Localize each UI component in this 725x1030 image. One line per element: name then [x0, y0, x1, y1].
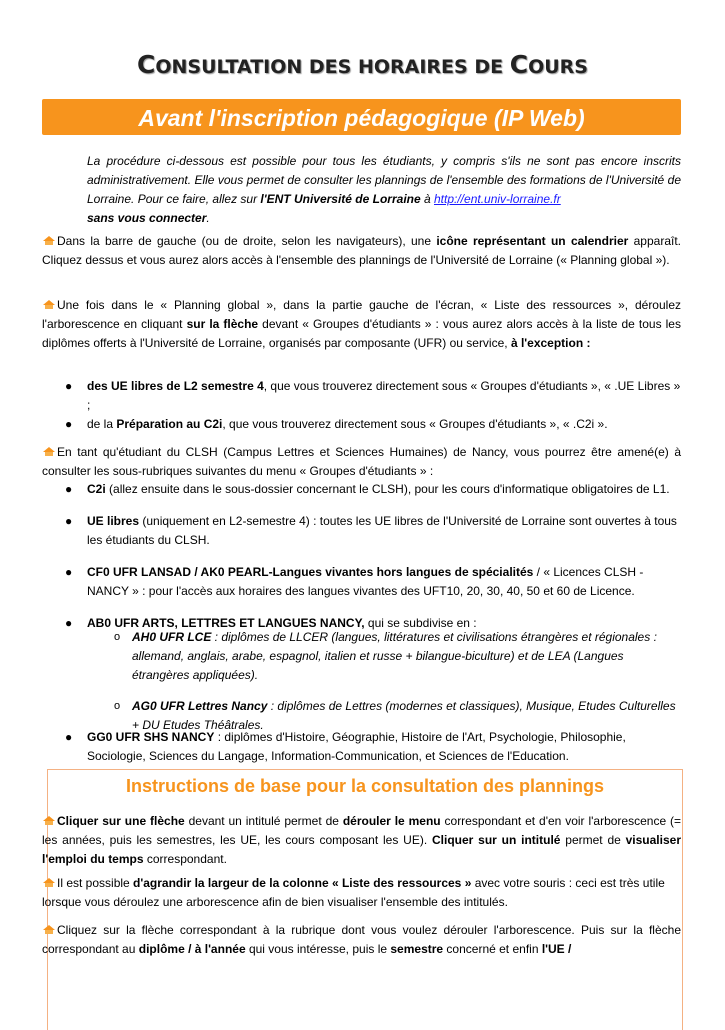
clsh-paragraph: En tant qu'étudiant du CLSH (Campus Lettres et Sciences Humaines) de Nancy, vous pourrez être amené(e) à consulter les sous-rubriques suivantes du menu « Groupes d'étudiants » : [42, 445, 681, 478]
calendar-paragraph: Dans la barre de gauche (ou de droite, selon les navigateurs), une icône représentant un calendrier apparaît. Cliquez dessus et vous aurez alors accès à l'ensemble des plannings de l'Université de Lorraine (« Planning global »). [42, 234, 681, 267]
graduation-hat-icon [42, 877, 56, 888]
intro-paragraph: La procédure ci-dessous est possible pour tous les étudiants, y compris s'ils ne sont pas encore inscrits administrativement. Elle vous permet de consulter les plannings de l'ensemble des formations de l'Université de Lorraine. Pour ce faire, allez sur l'ENT Université de Lorraine à http://ent.univ-lorraine.fr sans vous connecter. [87, 154, 681, 225]
graduation-hat-icon [42, 446, 56, 457]
list-item: ● des UE libres de L2 semestre 4, que vous trouverez directement sous « Groupes d'étudiants », « .UE Libres » ; [65, 379, 681, 412]
gg0-list [65, 728, 681, 766]
page-title: CONSULTATION DES HORAIRES DE COURS [137, 50, 588, 79]
list-item: ● GG0 UFR SHS NANCY : diplômes d'Histoire, Géographie, Histoire de l'Art, Psychologie, Philosophie, Sociologie, Sciences du Langage, Information-Communication, et Sciences de l'Education. [65, 730, 626, 763]
graduation-hat-icon [42, 299, 56, 310]
instructions-heading: Instructions de base pour la consultation des plannings [125, 776, 605, 796]
list-item: ● de la Préparation au C2i, que vous trouverez directement sous « Groupes d'étudiants », « .C2i ». [65, 417, 608, 431]
clsh-list [65, 480, 681, 633]
list-item: ● AB0 UFR ARTS, LETTRES ET LANGUES NANCY, qui se subdivise en : [65, 616, 477, 630]
exceptions-list [65, 377, 681, 434]
list-item: o AH0 UFR LCE : diplômes de LLCER (langues, littératures et civilisations étrangères et régionales : allemand, anglais, arabe, espagnol, italien et russe + bilangue-biculture) et de LEA (Langues étrangères appliquées). [114, 630, 657, 682]
subtitle-banner [42, 99, 681, 135]
list-item: o AG0 UFR Lettres Nancy : diplômes de Lettres (modernes et classiques), Musique, Etudes Culturelles + DU Etudes Théâtrales. [114, 699, 676, 732]
instruction-paragraph: Cliquer sur une flèche devant un intitulé permet de dérouler le menu correspondant et d'en voir l'arborescence (= les années, puis les semestres, les UE, les cours composant les UE). Cliquer sur un intitulé permet de visualiser l'emploi du temps correspondant. [42, 814, 682, 866]
graduation-hat-icon [42, 924, 56, 935]
banner-text: Avant l'inscription pédagogique (IP Web) [138, 105, 585, 131]
list-item: ● CF0 UFR LANSAD / AK0 PEARL-Langues vivantes hors langues de spécialités / « Licences CLSH - NANCY » : pour l'accès aux horaires des langues vivantes des UFT10, 20, 30, 40, 50 et 60 de Licence. [65, 565, 644, 598]
graduation-hat-icon [42, 235, 56, 246]
instruction-paragraph: Cliquez sur la flèche correspondant à la rubrique dont vous voulez dérouler l'arborescence. Puis sur la flèche correspondant au diplôme / à l'année qui vous intéresse, puis le semestre concerné et enfin l'UE / [42, 923, 681, 956]
planning-global-paragraph: Une fois dans le « Planning global », dans la partie gauche de l'écran, « Liste des ressources », déroulez l'arborescence en cliquant sur la flèche devant « Groupes d'étudiants » : vous aurez alors accès à la liste de tous les diplômes offerts à l'Université de Lorraine, organisés par composante (UFR) ou service, à l'exception : [42, 298, 681, 350]
graduation-hat-icon [42, 815, 56, 826]
instruction-paragraph: Il est possible d'agrandir la largeur de la colonne « Liste des ressources » avec votre souris : ceci est très utile lorsque vous déroulez une arborescence afin de bien visualiser l'ensemble des intitulés. [42, 876, 665, 909]
ent-link[interactable]: http://ent.univ-lorraine.fr [434, 192, 561, 206]
ab0-sublist [114, 628, 681, 735]
list-item: ● UE libres (uniquement en L2-semestre 4) : toutes les UE libres de l'Université de Lorraine sont ouvertes à tous les étudiants du CLSH. [65, 514, 677, 547]
list-item: ● C2i (allez ensuite dans le sous-dossier concernant le CLSH), pour les cours d'informatique obligatoires de L1. [65, 482, 670, 496]
